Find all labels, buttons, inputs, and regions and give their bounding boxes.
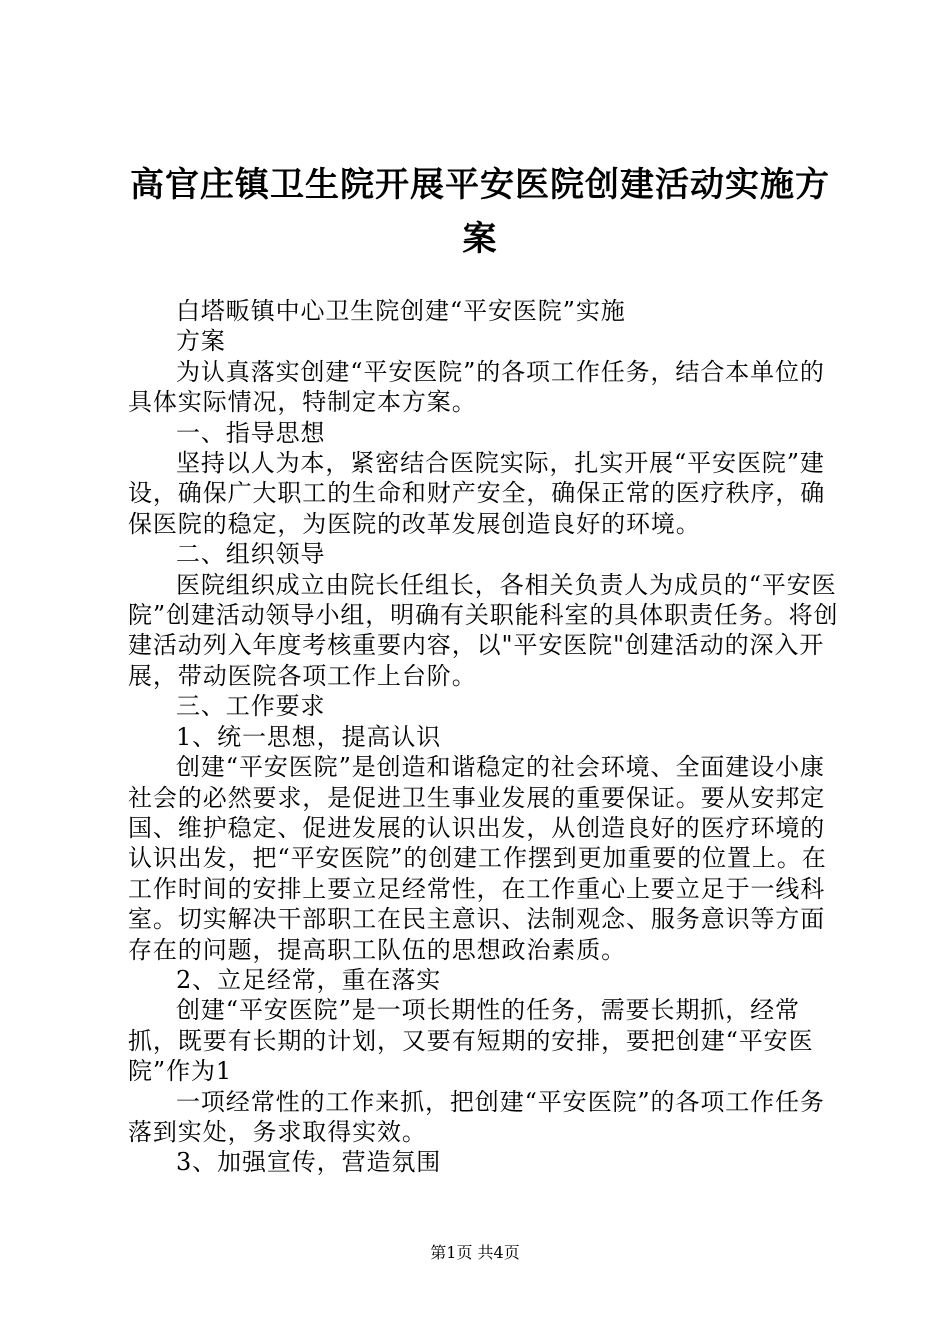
paragraph: 创建“平安医院”是一项长期性的任务，需要长期抓，经常抓，既要有长期的计划，又要有短期的安排，要把创建“平安医院”作为1 — [128, 996, 814, 1086]
paragraph: 坚持以人为本，紧密结合医院实际，扎实开展“平安医院”建设，确保广大职工的生命和财产安全，确保正常的医疗秩序，确保医院的稳定，为医院的改革发展创造良好的环境。 — [128, 449, 826, 538]
document-title: 高官庄镇卫生院开展平安医院创建活动实施方案 — [130, 165, 830, 259]
paragraph: 方案 — [176, 327, 226, 356]
paragraph: 创建“平安医院”是创造和谐稳定的社会环境、全面建设小康社会的必然要求，是促进卫生事业发展的重要保证。要从安邦定国、维护稳定、促进发展的认识出发，从创造良好的医疗环境的认识出发，把“平安医院”的创建工作摆到更加重要的位置上。在工作时间的安排上要立足经常性，在工作重心上要立足于一线科室。切实解决干部职工在民主意识、法制观念、服务意识等方面存在的问题，提高职工队伍的思想政治素质。 — [128, 753, 827, 964]
paragraph: 一项经常性的工作来抓，把创建“平安医院”的各项工作任务落到实处，务求取得实效。 — [128, 1087, 825, 1146]
subsection-heading: 2、立足经常，重在落实 — [176, 965, 442, 994]
subsection-heading: 3、加强宣传，营造氛围 — [176, 1148, 442, 1177]
subsection-heading: 1、统一思想，提高认识 — [176, 722, 442, 751]
page-footer: 第1页 共4页 — [430, 1243, 520, 1262]
paragraph: 为认真落实创建“平安医院”的各项工作任务，结合本单位的具体实际情况，特制定本方案。 — [128, 357, 825, 417]
paragraph: 白塔畈镇中心卫生院创建“平安医院”实施 — [176, 297, 626, 325]
section-heading: 一、指导思想 — [176, 418, 326, 447]
document-body — [128, 296, 842, 1178]
section-heading: 二、组织领导 — [176, 540, 326, 569]
paragraph: 医院组织成立由院长任组长，各相关负责人为成员的“平安医院”创建活动领导小组，明确有关职能科室的具体职责任务。将创建活动列入年度考核重要内容，以"平安医院"创建活动的深入开展，带动医院各项工作上台阶。 — [128, 570, 839, 690]
section-heading: 三、工作要求 — [176, 692, 326, 721]
